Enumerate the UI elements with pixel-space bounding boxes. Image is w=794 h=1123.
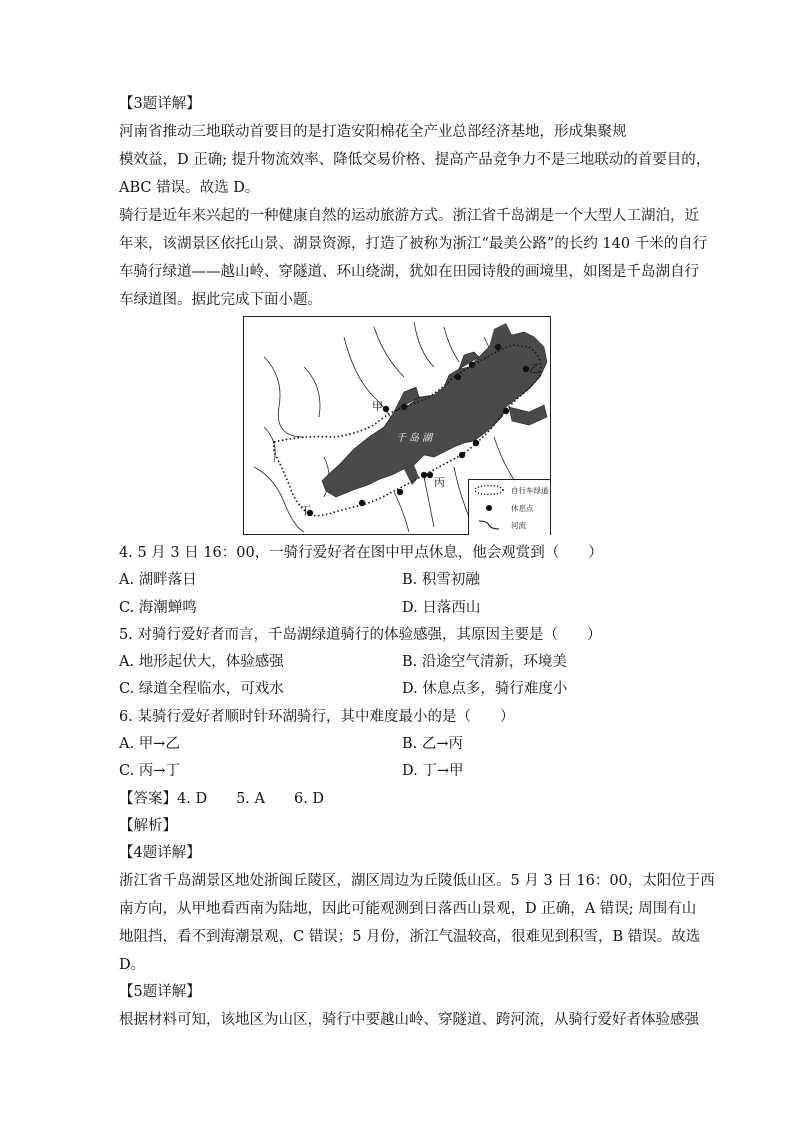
q4-option-d: D. 日落西山 — [402, 600, 481, 616]
analysis-line: 浙江省千岛湖景区地处浙闽丘陵区，湖区周边为丘陵低山区。5 月 3 日 16：00，太阳位于西 — [119, 873, 715, 889]
map-legend — [468, 479, 550, 535]
paragraph-line: 车绿道图。据此完成下面小题。 — [119, 292, 322, 308]
q5-option-a: A. 地形起伏大，体验感强 — [119, 654, 284, 670]
lake-label: 千岛湖 — [396, 433, 435, 444]
question-6-stem: 6. 某骑行爱好者顺时针环湖骑行，其中难度最小的是（ ） — [119, 709, 515, 725]
legend-greenway: 自行车绿道 — [473, 483, 549, 497]
q6-option-b: B. 乙→丙 — [402, 736, 464, 752]
q6-option-d: D. 丁→甲 — [402, 763, 464, 779]
paragraph-line: 车骑行绿道——越山岭、穿隧道、环山绕湖，犹如在田园诗般的画境里，如图是千岛湖自行 — [119, 264, 699, 280]
place-label-ding: 丁 — [300, 504, 311, 517]
q5-option-c: C. 绿道全程临水，可戏水 — [119, 681, 284, 697]
q6-option-c: C. 丙→丁 — [119, 763, 180, 779]
analysis-line: 南方向，从甲地看西南为陆地，因此可能观测到日落西山景观，D 正确，A 错误; 周围有山 — [119, 901, 697, 917]
answer-line: 【答案】4. D 5. A 6. D — [119, 791, 325, 807]
q6-option-a: A. 甲→乙 — [119, 736, 180, 752]
paragraph-line: 模效益，D 正确; 提升物流效率、降低交易价格、提高产品竞争力不是三地联动的首要目的， — [119, 152, 711, 168]
subheading-q3-detail: 【3题详解】 — [119, 96, 201, 112]
analysis-line: 地阻挡，看不到海潮景观，C 错误；5 月份，浙江气温较高，很难见到积雪，B 错误。故选 — [119, 929, 701, 945]
analysis-line: 根据材料可知，该地区为山区，骑行中要越山岭、穿隧道、跨河流，从骑行爱好者体验感强 — [119, 1012, 699, 1028]
legend-rest-point: 休息点 — [473, 501, 549, 515]
subheading-q4-detail: 【4题详解】 — [119, 845, 201, 861]
question-5-stem: 5. 对骑行爱好者而言，千岛湖绿道骑行的体验感强，其原因主要是（ ） — [119, 627, 602, 643]
q4-option-a: A. 湖畔落日 — [119, 572, 197, 588]
paragraph-line: 骑行是近年来兴起的一种健康自然的运动旅游方式。浙江省千岛湖是一个大型人工湖泊，近 — [119, 208, 699, 224]
paragraph-line: ABC 错误。故选 D。 — [119, 180, 260, 196]
lake-shape — [322, 332, 547, 497]
question-4-stem: 4. 5 月 3 日 16：00，一骑行爱好者在图中甲点休息，他会观赏到（ ） — [119, 545, 603, 561]
greenway-legend-icon — [473, 483, 507, 497]
analysis-heading: 【解析】 — [119, 818, 177, 834]
q5-option-b: B. 沿途空气清新，环境美 — [402, 654, 567, 670]
place-label-jia: 甲 — [372, 400, 383, 413]
place-label-yi: 乙 — [529, 362, 540, 375]
paragraph-line: 年来，该湖景区依托山景、湖景资源，打造了被称为浙江“最美公路”的长约 140 千米的自行 — [119, 236, 708, 252]
paragraph-line: 河南省推动三地联动首要目的是打造安阳棉花全产业总部经济基地，形成集聚规 — [119, 124, 627, 140]
river-icon — [473, 518, 507, 532]
q4-option-b: B. 积雪初融 — [402, 572, 480, 588]
q4-option-c: C. 海潮蝉鸣 — [119, 600, 197, 616]
dot-icon — [473, 501, 507, 515]
q5-option-d: D. 休息点多，骑行难度小 — [402, 681, 568, 697]
subheading-q5-detail: 【5题详解】 — [119, 984, 201, 1000]
legend-river: 河流 — [473, 518, 549, 532]
analysis-line: D。 — [119, 957, 146, 973]
place-label-bing: 丙 — [434, 476, 445, 489]
